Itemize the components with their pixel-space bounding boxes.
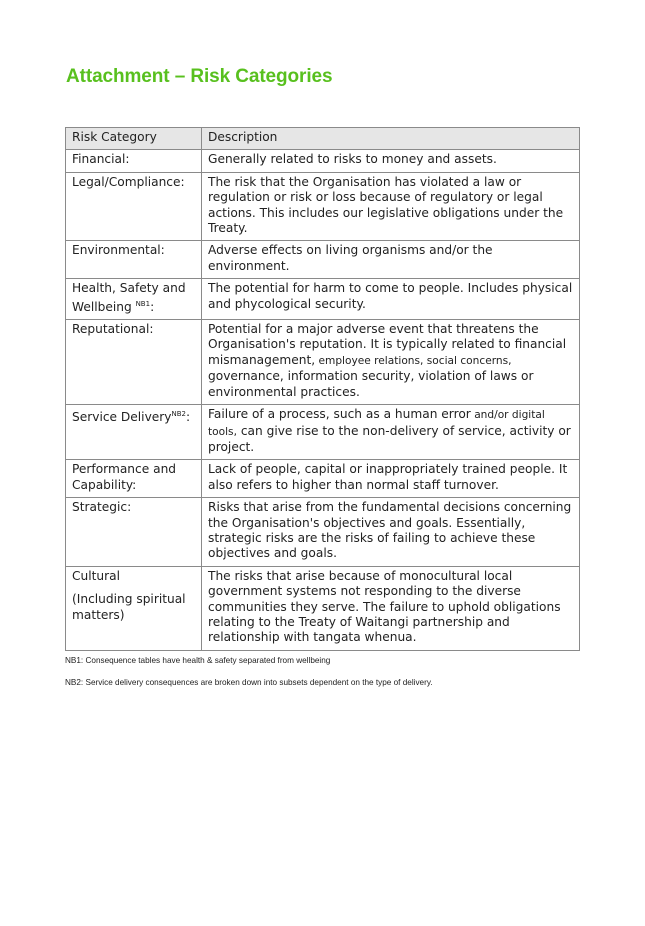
table-row bbox=[66, 405, 580, 460]
category-cell: Financial: bbox=[66, 150, 202, 172]
description-text: can give rise to the non-delivery of service, activity or project. bbox=[208, 423, 571, 454]
description-cell: Generally related to risks to money and assets. bbox=[202, 150, 580, 172]
table-row bbox=[66, 150, 580, 172]
description-cell: Lack of people, capital or inappropriately trained people. It also refers to higher than normal staff turnover. bbox=[202, 460, 580, 498]
description-cell: The risk that the Organisation has violated a law or regulation or risk or loss because of regulatory or legal actions. This includes our legislative obligations under the Treaty. bbox=[202, 172, 580, 241]
category-label: Service Delivery bbox=[72, 410, 172, 425]
description-cell bbox=[202, 405, 580, 460]
description-cell: Adverse effects on living organisms and/or the environment. bbox=[202, 241, 580, 279]
footnote-nb1: NB1: Consequence tables have health & safety separated from wellbeing bbox=[65, 656, 331, 665]
description-cell bbox=[202, 320, 580, 405]
category-subtitle: (Including spiritual matters) bbox=[72, 592, 186, 622]
description-text: Failure of a process, such as a human error bbox=[208, 407, 471, 422]
table-row bbox=[66, 241, 580, 279]
table-row bbox=[66, 320, 580, 405]
category-label: Health, Safety and Wellbeing bbox=[72, 281, 186, 314]
description-cell: Risks that arise from the fundamental decisions concerning the Organisation's objectives and goals. Essentially, strategic risks are the risks of failing to achieve these objectives and goals. bbox=[202, 498, 580, 567]
category-cell bbox=[66, 279, 202, 320]
footnote-nb2: NB2: Service delivery consequences are broken down into subsets dependent on the type of delivery. bbox=[65, 678, 433, 687]
description-cell: The potential for harm to come to people. Includes physical and phycological security. bbox=[202, 279, 580, 320]
description-cell: The risks that arise because of monocultural local government systems not responding to the diverse communities they serve. The failure to uphold obligations relating to the Treaty of Waitangi partnership and relationship with tangata whenua. bbox=[202, 566, 580, 650]
category-label: Cultural bbox=[72, 568, 120, 583]
header-description: Description bbox=[202, 128, 580, 150]
header-risk-category: Risk Category bbox=[66, 128, 202, 150]
table-header-row bbox=[66, 128, 580, 150]
table-row bbox=[66, 279, 580, 320]
category-suffix: : bbox=[150, 299, 155, 314]
table-row bbox=[66, 460, 580, 498]
category-cell: Strategic: bbox=[66, 498, 202, 567]
category-cell: Performance and Capability: bbox=[66, 460, 202, 498]
table-row bbox=[66, 172, 580, 241]
category-cell: Environmental: bbox=[66, 241, 202, 279]
category-cell: Reputational: bbox=[66, 320, 202, 405]
description-text: governance, information security, violation of laws or environmental practices. bbox=[208, 369, 534, 399]
description-text-small: and/or digital tools, bbox=[208, 409, 545, 438]
description-text-small: employee relations, social concerns, bbox=[315, 354, 512, 367]
footnote-ref: NB1 bbox=[135, 299, 151, 308]
page-title: Attachment – Risk Categories bbox=[66, 66, 333, 87]
category-cell bbox=[66, 566, 202, 650]
category-suffix: : bbox=[186, 410, 191, 425]
category-cell: Legal/Compliance: bbox=[66, 172, 202, 241]
table-row bbox=[66, 566, 580, 650]
footnote-ref: NB2 bbox=[171, 410, 187, 419]
table-row bbox=[66, 498, 580, 567]
risk-categories-table bbox=[65, 127, 580, 651]
description-text: Potential for a major adverse event that threatens the Organisation's reputation. It is typically related to financial mismanagement, bbox=[208, 322, 567, 367]
category-cell bbox=[66, 405, 202, 460]
